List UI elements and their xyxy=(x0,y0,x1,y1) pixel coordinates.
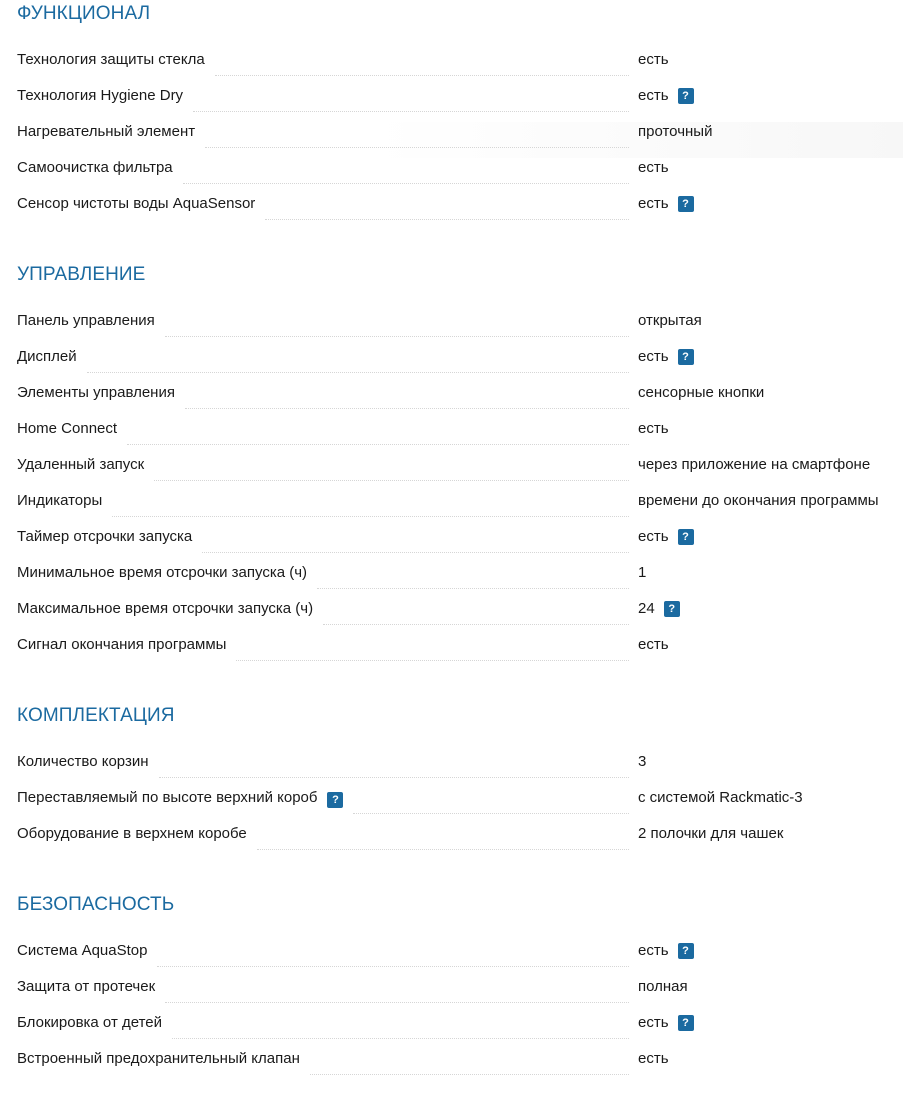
spec-value: есть xyxy=(638,51,669,68)
spec-row xyxy=(17,491,903,527)
spec-row xyxy=(17,563,903,599)
spec-name: Самоочистка фильтра xyxy=(17,159,173,176)
section-functional xyxy=(17,0,903,230)
spec-row xyxy=(17,455,903,491)
spec-row xyxy=(17,527,903,563)
help-icon[interactable]: ? xyxy=(678,88,694,104)
spec-value: есть xyxy=(638,159,669,176)
spec-row xyxy=(17,977,903,1013)
spec-value: есть xyxy=(638,1050,669,1067)
section-equipment xyxy=(17,702,903,860)
spec-value: времени до окончания программы xyxy=(638,492,879,509)
help-icon[interactable]: ? xyxy=(664,601,680,617)
dotted-leader xyxy=(165,335,629,337)
dotted-leader xyxy=(165,1001,629,1003)
spec-list xyxy=(17,311,903,671)
dotted-leader xyxy=(215,74,629,76)
spec-row xyxy=(17,194,903,230)
spec-row xyxy=(17,419,903,455)
spec-name: Удаленный запуск xyxy=(17,456,145,473)
section-controls xyxy=(17,261,903,671)
section-title: УПРАВЛЕНИЕ xyxy=(17,264,146,285)
dotted-leader xyxy=(185,407,629,409)
spec-value: 24 xyxy=(638,600,655,617)
dotted-leader xyxy=(193,110,629,112)
spec-name: Количество корзин xyxy=(17,753,149,770)
spec-value: проточный xyxy=(638,123,713,140)
spec-row xyxy=(17,599,903,635)
spec-row xyxy=(17,122,903,158)
spec-name: Дисплей xyxy=(17,348,77,365)
dotted-leader xyxy=(183,182,629,184)
spec-row xyxy=(17,50,903,86)
dotted-leader xyxy=(127,443,629,445)
dotted-leader xyxy=(236,659,629,661)
dotted-leader xyxy=(157,965,629,967)
spec-value: 2 полочки для чашек xyxy=(638,825,784,842)
spec-row xyxy=(17,824,903,860)
spec-value: открытая xyxy=(638,312,702,329)
spec-name: Минимальное время отсрочки запуска (ч) xyxy=(17,564,308,581)
dotted-leader xyxy=(257,848,629,850)
spec-name: Сигнал окончания программы xyxy=(17,636,227,653)
spec-name: Элементы управления xyxy=(17,384,175,401)
spec-name: Оборудование в верхнем коробе xyxy=(17,825,247,842)
spec-row xyxy=(17,347,903,383)
dotted-leader xyxy=(205,146,629,148)
spec-name: Технология защиты стекла xyxy=(17,51,205,68)
spec-list xyxy=(17,752,903,860)
spec-row xyxy=(17,383,903,419)
spec-value: сенсорные кнопки xyxy=(638,384,765,401)
spec-row xyxy=(17,311,903,347)
spec-row xyxy=(17,788,903,824)
spec-name: Home Connect xyxy=(17,420,118,437)
help-icon[interactable]: ? xyxy=(678,1015,694,1031)
spec-name: Таймер отсрочки запуска xyxy=(17,528,193,545)
spec-value: есть xyxy=(638,1014,669,1031)
spec-value: 1 xyxy=(638,564,647,581)
spec-row xyxy=(17,635,903,671)
spec-value: есть xyxy=(638,87,669,104)
help-icon[interactable]: ? xyxy=(678,529,694,545)
spec-name: Встроенный предохранительный клапан xyxy=(17,1050,300,1067)
dotted-leader xyxy=(265,218,629,220)
spec-value: есть xyxy=(638,348,669,365)
spec-value: 3 xyxy=(638,753,647,770)
spec-value: с системой Rackmatic-3 xyxy=(638,789,803,806)
dotted-leader xyxy=(172,1037,629,1039)
spec-value: есть xyxy=(638,942,669,959)
help-icon[interactable]: ? xyxy=(678,196,694,212)
section-title: БЕЗОПАСНОСТЬ xyxy=(17,894,175,915)
spec-value: полная xyxy=(638,978,688,995)
spec-row xyxy=(17,1049,903,1085)
section-title: КОМПЛЕКТАЦИЯ xyxy=(17,705,175,726)
spec-value: есть xyxy=(638,420,669,437)
spec-name: Система AquaStop xyxy=(17,942,148,959)
spec-name: Защита от протечек xyxy=(17,978,156,995)
dotted-leader xyxy=(310,1073,629,1075)
spec-name: Технология Hygiene Dry xyxy=(17,87,184,104)
spec-list xyxy=(17,941,903,1085)
dotted-leader xyxy=(202,551,629,553)
dotted-leader xyxy=(317,587,629,589)
section-safety xyxy=(17,891,903,1085)
dotted-leader xyxy=(112,515,629,517)
spec-row xyxy=(17,86,903,122)
dotted-leader xyxy=(323,623,629,625)
spec-value: через приложение на смартфоне xyxy=(638,456,871,473)
spec-name: Панель управления xyxy=(17,312,155,329)
help-icon[interactable]: ? xyxy=(678,349,694,365)
dotted-leader xyxy=(353,812,629,814)
dotted-leader xyxy=(87,371,629,373)
spec-name: Максимальное время отсрочки запуска (ч) xyxy=(17,600,314,617)
spec-row xyxy=(17,158,903,194)
spec-name: Нагревательный элемент xyxy=(17,123,196,140)
spec-value: есть xyxy=(638,636,669,653)
spec-list xyxy=(17,50,903,230)
spec-name: Индикаторы xyxy=(17,492,103,509)
spec-value: есть xyxy=(638,528,669,545)
spec-name: Блокировка от детей xyxy=(17,1014,163,1031)
spec-row xyxy=(17,1013,903,1049)
help-icon[interactable]: ? xyxy=(327,792,343,808)
help-icon[interactable]: ? xyxy=(678,943,694,959)
spec-value: есть xyxy=(638,195,669,212)
spec-row xyxy=(17,941,903,977)
spec-name: Переставляемый по высоте верхний короб xyxy=(17,789,318,806)
spec-row xyxy=(17,752,903,788)
spec-name: Сенсор чистоты воды AquaSensor xyxy=(17,195,256,212)
dotted-leader xyxy=(154,479,629,481)
dotted-leader xyxy=(159,776,629,778)
section-title: ФУНКЦИОНАЛ xyxy=(17,3,151,24)
